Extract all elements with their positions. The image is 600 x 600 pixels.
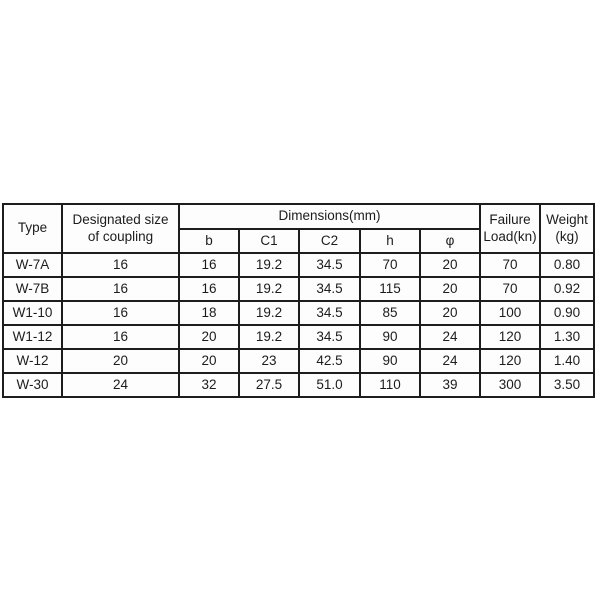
cell-failure-load: 300: [480, 373, 540, 397]
cell-b: 16: [179, 253, 239, 277]
table-row: [3, 349, 594, 373]
cell-weight: 1.40: [540, 349, 594, 373]
table-row: [3, 325, 594, 349]
table-row: [3, 277, 594, 301]
cell-c1: 19.2: [239, 325, 299, 349]
cell-c2: 51.0: [299, 373, 360, 397]
cell-weight: 0.92: [540, 277, 594, 301]
cell-phi: 20: [420, 301, 480, 325]
cell-c1: 23: [239, 349, 299, 373]
cell-failure-load: 120: [480, 325, 540, 349]
cell-c2: 34.5: [299, 301, 360, 325]
cell-failure-load: 70: [480, 253, 540, 277]
cell-weight: 1.30: [540, 325, 594, 349]
cell-c1: 27.5: [239, 373, 299, 397]
cell-type: W-7B: [3, 277, 62, 301]
cell-designated-size: 16: [62, 253, 179, 277]
coupling-specs-table: [2, 203, 595, 398]
cell-designated-size: 16: [62, 301, 179, 325]
col-header-h: h: [360, 229, 420, 253]
table-row: [3, 373, 594, 397]
table-body: [3, 253, 594, 397]
cell-c2: 34.5: [299, 253, 360, 277]
cell-b: 32: [179, 373, 239, 397]
col-header-phi: φ: [420, 229, 480, 253]
cell-weight: 0.80: [540, 253, 594, 277]
cell-designated-size: 16: [62, 325, 179, 349]
cell-phi: 20: [420, 277, 480, 301]
cell-c2: 34.5: [299, 277, 360, 301]
cell-h: 90: [360, 349, 420, 373]
cell-c1: 19.2: [239, 253, 299, 277]
col-header-c2: C2: [299, 229, 360, 253]
header-row-top: [3, 204, 594, 229]
cell-b: 20: [179, 349, 239, 373]
cell-phi: 24: [420, 349, 480, 373]
cell-h: 115: [360, 277, 420, 301]
cell-phi: 39: [420, 373, 480, 397]
cell-failure-load: 70: [480, 277, 540, 301]
col-header-c1: C1: [239, 229, 299, 253]
cell-h: 85: [360, 301, 420, 325]
cell-c2: 34.5: [299, 325, 360, 349]
table-row: [3, 301, 594, 325]
table-header: [3, 204, 594, 253]
cell-phi: 20: [420, 253, 480, 277]
col-header-weight: Weight (kg): [540, 204, 594, 253]
cell-h: 110: [360, 373, 420, 397]
cell-weight: 3.50: [540, 373, 594, 397]
cell-designated-size: 24: [62, 373, 179, 397]
cell-designated-size: 16: [62, 277, 179, 301]
cell-phi: 24: [420, 325, 480, 349]
cell-type: W1-12: [3, 325, 62, 349]
cell-type: W-7A: [3, 253, 62, 277]
col-header-designated-size: Designated size of coupling: [62, 204, 179, 253]
cell-h: 70: [360, 253, 420, 277]
cell-c1: 19.2: [239, 277, 299, 301]
cell-failure-load: 100: [480, 301, 540, 325]
cell-b: 16: [179, 277, 239, 301]
table-row: [3, 253, 594, 277]
cell-designated-size: 20: [62, 349, 179, 373]
col-header-dimensions: Dimensions(mm): [179, 204, 480, 229]
cell-type: W-12: [3, 349, 62, 373]
col-header-failure-load: Failure Load(kn): [480, 204, 540, 253]
cell-type: W1-10: [3, 301, 62, 325]
col-header-type: Type: [3, 204, 62, 253]
cell-h: 90: [360, 325, 420, 349]
cell-weight: 0.90: [540, 301, 594, 325]
cell-b: 20: [179, 325, 239, 349]
cell-c1: 19.2: [239, 301, 299, 325]
cell-failure-load: 120: [480, 349, 540, 373]
cell-type: W-30: [3, 373, 62, 397]
cell-c2: 42.5: [299, 349, 360, 373]
col-header-b: b: [179, 229, 239, 253]
cell-b: 18: [179, 301, 239, 325]
